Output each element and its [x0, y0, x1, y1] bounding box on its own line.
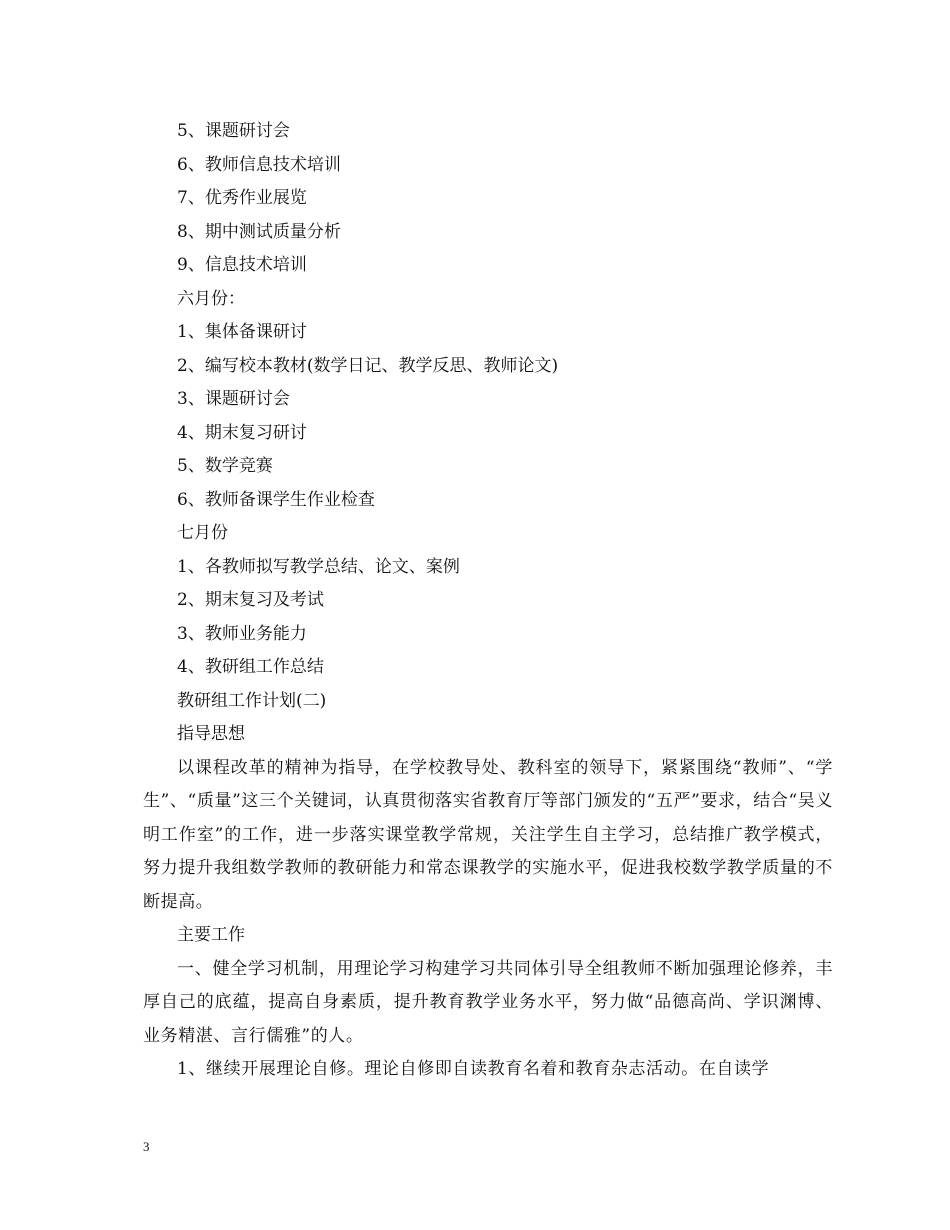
paragraph-section-one: 一、健全学习机制，用理论学习构建学习共同体引导全组教师不断加强理论修养，丰厚自己的底蕴，提高自身素质，提升教育教学业务水平，努力做“品德高尚、学识渊博、业务精湛、言行儒雅”的人。	[143, 958, 833, 1046]
list-item: 3、课题研讨会	[177, 389, 290, 409]
list-item: 5、课题研讨会	[177, 121, 290, 141]
paragraph-item-one: 1、继续开展理论自修。理论自修即自读教育名着和教育杂志活动。在自读学	[177, 1059, 770, 1079]
section-heading-main-work: 主要工作	[177, 925, 245, 945]
list-item: 6、教师备课学生作业检查	[177, 489, 375, 510]
plan-title: 教研组工作计划(二)	[177, 690, 327, 711]
paragraph-guiding-thought: 以课程改革的精神为指导，在学校教导处、教科室的领导下，紧紧围绕“教师”、“学生”、“质量”这三个关键词，认真贯彻落实省教育厅等部门颁发的“五严”要求，结合“吴义明工作室”的工作，进一步落实课堂教学常规，关注学生自主学习，总结推广教学模式，努力提升我组数学教师的教研能力和常态课教学的实施水平，促进我校数学教学质量的不断提高。	[143, 757, 833, 912]
list-item: 1、各教师拟写教学总结、论文、案例	[177, 556, 460, 577]
month-heading-june: 六月份：	[177, 288, 245, 309]
list-item: 7、优秀作业展览	[177, 188, 307, 208]
list-item: 5、数学竞赛	[177, 456, 273, 476]
list-item: 3、教师业务能力	[177, 623, 307, 644]
list-item: 4、教研组工作总结	[177, 657, 324, 677]
list-item: 2、编写校本教材(数学日记、教学反思、教师论文)	[177, 355, 559, 376]
month-heading-july: 七月份	[177, 523, 228, 543]
list-item: 9、信息技术培训	[177, 255, 307, 275]
list-item: 1、集体备课研讨	[177, 322, 307, 342]
list-item: 6、教师信息技术培训	[177, 154, 341, 175]
list-item: 8、期中测试质量分析	[177, 221, 341, 242]
list-item: 4、期末复习研讨	[177, 422, 307, 443]
document-body	[143, 115, 833, 1087]
page-number: 3	[143, 1139, 150, 1154]
section-heading-guiding-thought: 指导思想	[177, 724, 245, 744]
list-item: 2、期末复习及考试	[177, 590, 324, 610]
